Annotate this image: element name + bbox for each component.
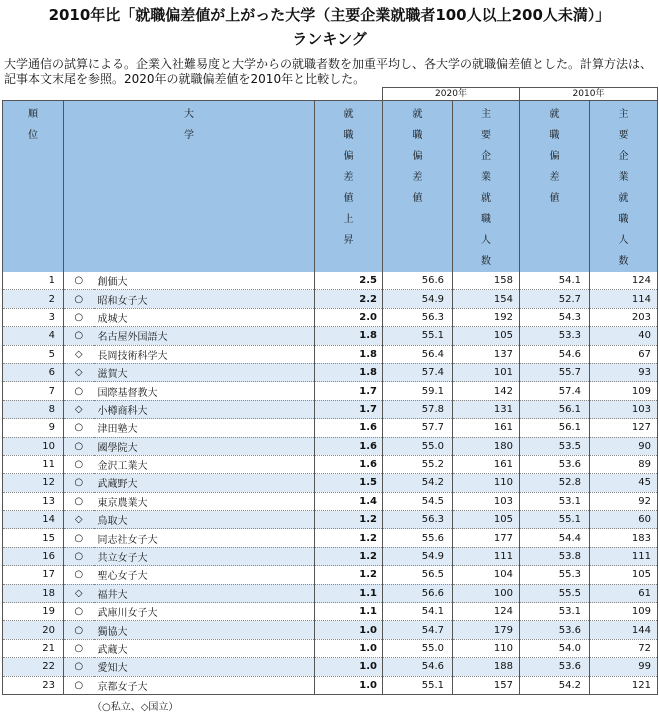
header-char: 値: [549, 193, 560, 204]
deviation-2010-value: 52.8: [520, 474, 590, 492]
type-cell: ○: [64, 547, 94, 565]
table-row: [3, 492, 658, 510]
rank-header: [3, 101, 64, 273]
employees-2020-header: [453, 101, 520, 273]
employees-2010-value: 67: [590, 345, 658, 363]
rise-value: 1.2: [315, 511, 383, 529]
employees-2010-value: 92: [590, 492, 658, 510]
type-cell: ○: [64, 621, 94, 639]
university-name: 福井大: [94, 584, 315, 602]
employees-2020-value: 137: [453, 345, 520, 363]
rank-cell: 12: [3, 474, 64, 492]
university-name: 国際基督教大: [94, 382, 315, 400]
deviation-2020-header: [383, 101, 453, 273]
rise-value: 2.5: [315, 272, 383, 290]
rank-cell: 8: [3, 400, 64, 418]
type-cell: ○: [64, 437, 94, 455]
university-name: 共立女子大: [94, 547, 315, 565]
employees-2020-value: 192: [453, 308, 520, 326]
deviation-2020-value: 55.1: [383, 327, 453, 345]
header-char: 差: [412, 172, 423, 183]
university-name: 武蔵大: [94, 639, 315, 657]
table-row: [3, 639, 658, 657]
university-name: 武庫川女子大: [94, 603, 315, 621]
employees-2010-value: 183: [590, 529, 658, 547]
table-row: [3, 676, 658, 694]
deviation-2010-value: 53.5: [520, 437, 590, 455]
rise-value: 1.0: [315, 676, 383, 694]
university-name: 長岡技術科学大: [94, 345, 315, 363]
deviation-2020-value: 55.6: [383, 529, 453, 547]
rank-cell: 10: [3, 437, 64, 455]
table-row: [3, 308, 658, 326]
university-header: [64, 101, 315, 273]
type-cell: ◇: [64, 345, 94, 363]
type-cell: ○: [64, 290, 94, 308]
table-row: [3, 621, 658, 639]
type-cell: ◇: [64, 584, 94, 602]
deviation-2020-value: 56.3: [383, 308, 453, 326]
university-name: 東京農業大: [94, 492, 315, 510]
deviation-2020-value: 54.1: [383, 603, 453, 621]
header-char: 職: [481, 214, 491, 225]
header-char: 業: [618, 172, 629, 183]
employees-2010-value: 105: [590, 566, 658, 584]
university-name: 名古屋外国語大: [94, 327, 315, 345]
employees-2010-value: 99: [590, 658, 658, 676]
deviation-2020-value: 54.6: [383, 658, 453, 676]
rise-value: 1.0: [315, 658, 383, 676]
rise-value: 1.7: [315, 382, 383, 400]
employees-2010-value: 203: [590, 308, 658, 326]
employees-2020-value: 142: [453, 382, 520, 400]
employees-2020-value: 100: [453, 584, 520, 602]
table-row: [3, 272, 658, 290]
employees-2020-value: 188: [453, 658, 520, 676]
rank-cell: 3: [3, 308, 64, 326]
employees-2010-header: [590, 101, 658, 273]
deviation-2020-value: 55.0: [383, 639, 453, 657]
rise-value: 1.0: [315, 621, 383, 639]
ranking-table: [2, 87, 658, 695]
deviation-2020-value: 57.4: [383, 363, 453, 381]
table-row: [3, 419, 658, 437]
university-name: 創価大: [94, 272, 315, 290]
deviation-2020-value: 56.6: [383, 272, 453, 290]
deviation-2020-value: 57.7: [383, 419, 453, 437]
header-char: 数: [618, 256, 629, 267]
rank-cell: 11: [3, 455, 64, 473]
header-char: 就: [481, 193, 491, 204]
employees-2010-value: 103: [590, 400, 658, 418]
deviation-2010-value: 54.0: [520, 639, 590, 657]
deviation-2020-value: 59.1: [383, 382, 453, 400]
deviation-2020-value: 55.0: [383, 437, 453, 455]
rank-cell: 7: [3, 382, 64, 400]
type-cell: ○: [64, 658, 94, 676]
type-cell: ○: [64, 272, 94, 290]
title-line-1: 2010年比「就職偏差値が上がった大学（主要企業就職者100人以上200人未満）」: [48, 6, 611, 24]
rise-value: 1.7: [315, 400, 383, 418]
rise-value: 1.5: [315, 474, 383, 492]
table-row: [3, 363, 658, 381]
deviation-2020-value: 57.8: [383, 400, 453, 418]
type-cell: ○: [64, 492, 94, 510]
employees-2020-value: 177: [453, 529, 520, 547]
employees-2010-value: 93: [590, 363, 658, 381]
rise-value: 2.0: [315, 308, 383, 326]
header-char: 職: [343, 130, 354, 141]
header-char: 業: [481, 172, 491, 183]
employees-2020-value: 154: [453, 290, 520, 308]
table-body: [3, 272, 658, 694]
rank-cell: 19: [3, 603, 64, 621]
deviation-2010-value: 54.2: [520, 676, 590, 694]
deviation-2020-value: 55.2: [383, 455, 453, 473]
employees-2020-value: 157: [453, 676, 520, 694]
deviation-2020-value: 56.3: [383, 511, 453, 529]
employees-2020-value: 111: [453, 547, 520, 565]
university-name: 同志社女子大: [94, 529, 315, 547]
rank-cell: 5: [3, 345, 64, 363]
rise-value: 1.0: [315, 639, 383, 657]
deviation-2020-value: 56.6: [383, 584, 453, 602]
year-2020-header: 2020年: [383, 88, 520, 101]
rank-cell: 21: [3, 639, 64, 657]
deviation-2010-value: 56.1: [520, 419, 590, 437]
legend-note: （○私立、◇国立）: [92, 701, 179, 713]
title-line-2: ランキング: [292, 30, 367, 48]
deviation-2010-value: 53.1: [520, 603, 590, 621]
header-char: 企: [618, 151, 629, 162]
employees-2010-value: 109: [590, 603, 658, 621]
table-row: [3, 290, 658, 308]
employees-2020-value: 103: [453, 492, 520, 510]
table-row: [3, 658, 658, 676]
employees-2020-value: 161: [453, 455, 520, 473]
header-char: 就: [343, 109, 354, 120]
employees-2020-value: 131: [453, 400, 520, 418]
header-char: 偏: [343, 151, 354, 162]
employees-2020-value: 179: [453, 621, 520, 639]
deviation-2010-value: 55.1: [520, 511, 590, 529]
employees-2010-value: 124: [590, 272, 658, 290]
header-char: 値: [412, 193, 423, 204]
rank-cell: 23: [3, 676, 64, 694]
header-char: 職: [549, 130, 560, 141]
employees-2020-value: 158: [453, 272, 520, 290]
rise-value: 1.2: [315, 566, 383, 584]
deviation-2010-value: 54.6: [520, 345, 590, 363]
deviation-2010-value: 53.1: [520, 492, 590, 510]
university-name: 國學院大: [94, 437, 315, 455]
rank-cell: 18: [3, 584, 64, 602]
employees-2010-value: 111: [590, 547, 658, 565]
header-char: 人: [481, 235, 491, 246]
type-cell: ○: [64, 676, 94, 694]
employees-2020-value: 180: [453, 437, 520, 455]
type-cell: ◇: [64, 363, 94, 381]
deviation-2010-value: 53.6: [520, 455, 590, 473]
type-cell: ◇: [64, 511, 94, 529]
employees-2020-value: 105: [453, 511, 520, 529]
table-row: [3, 382, 658, 400]
rise-value: 2.2: [315, 290, 383, 308]
employees-2010-value: 61: [590, 584, 658, 602]
header-char: 人: [618, 235, 629, 246]
university-name: 鳥取大: [94, 511, 315, 529]
type-cell: ○: [64, 327, 94, 345]
rise-value: 1.1: [315, 603, 383, 621]
type-cell: ○: [64, 474, 94, 492]
deviation-2010-value: 53.3: [520, 327, 590, 345]
university-name: 聖心女子大: [94, 566, 315, 584]
university-name: 金沢工業大: [94, 455, 315, 473]
rise-value: 1.2: [315, 529, 383, 547]
page-title: [0, 0, 659, 49]
header-char: 上: [343, 214, 354, 225]
rise-value: 1.6: [315, 419, 383, 437]
employees-2020-value: 104: [453, 566, 520, 584]
header-char: 就: [412, 109, 423, 120]
header-char: 企: [481, 151, 491, 162]
university-name: 京都女子大: [94, 676, 315, 694]
employees-2010-value: 90: [590, 437, 658, 455]
university-name: 滋賀大: [94, 363, 315, 381]
table-row: [3, 603, 658, 621]
header-char: 就: [549, 109, 560, 120]
header-char: 偏: [549, 151, 560, 162]
header-char: 職: [412, 130, 423, 141]
header-char: 位: [28, 130, 38, 141]
deviation-2020-value: 56.5: [383, 566, 453, 584]
employees-2010-value: 45: [590, 474, 658, 492]
employees-2020-value: 110: [453, 474, 520, 492]
header-char: 主: [618, 109, 629, 120]
rise-value: 1.8: [315, 345, 383, 363]
header-char: 大: [184, 109, 194, 120]
rank-cell: 4: [3, 327, 64, 345]
table-row: [3, 566, 658, 584]
year-row-spacer: [3, 88, 383, 101]
rank-cell: 2: [3, 290, 64, 308]
deviation-2010-value: 55.7: [520, 363, 590, 381]
university-name: 津田塾大: [94, 419, 315, 437]
deviation-2010-value: 55.3: [520, 566, 590, 584]
employees-2010-value: 127: [590, 419, 658, 437]
employees-2010-value: 40: [590, 327, 658, 345]
employees-2010-value: 144: [590, 621, 658, 639]
type-cell: ○: [64, 308, 94, 326]
rank-cell: 14: [3, 511, 64, 529]
table-row: [3, 511, 658, 529]
table-row: [3, 474, 658, 492]
rise-value: 1.8: [315, 327, 383, 345]
rank-cell: 1: [3, 272, 64, 290]
header-char: 学: [184, 130, 194, 141]
rank-cell: 17: [3, 566, 64, 584]
employees-2010-value: 109: [590, 382, 658, 400]
table-row: [3, 345, 658, 363]
university-name: 小樽商科大: [94, 400, 315, 418]
rise-value: 1.4: [315, 492, 383, 510]
rise-header: [315, 101, 383, 273]
table-row: [3, 327, 658, 345]
rise-value: 1.6: [315, 437, 383, 455]
employees-2010-value: 72: [590, 639, 658, 657]
rise-value: 1.8: [315, 363, 383, 381]
header-char: 値: [343, 193, 354, 204]
deviation-2010-value: 56.1: [520, 400, 590, 418]
header-char: 差: [549, 172, 560, 183]
table-row: [3, 437, 658, 455]
type-cell: ◇: [64, 400, 94, 418]
university-name: 昭和女子大: [94, 290, 315, 308]
employees-2010-value: 121: [590, 676, 658, 694]
rank-cell: 6: [3, 363, 64, 381]
header-char: 要: [618, 130, 629, 141]
employees-2020-value: 124: [453, 603, 520, 621]
deviation-2010-value: 54.3: [520, 308, 590, 326]
type-cell: ○: [64, 566, 94, 584]
header-char: 要: [481, 130, 491, 141]
deviation-2010-value: 53.6: [520, 658, 590, 676]
deviation-2020-value: 55.1: [383, 676, 453, 694]
header-char: 主: [481, 109, 491, 120]
deviation-2010-header: [520, 101, 590, 273]
type-cell: ○: [64, 382, 94, 400]
deviation-2020-value: 54.7: [383, 621, 453, 639]
employees-2020-value: 101: [453, 363, 520, 381]
header-char: 就: [618, 193, 629, 204]
deviation-2010-value: 54.1: [520, 272, 590, 290]
employees-2020-value: 161: [453, 419, 520, 437]
header-char: 差: [343, 172, 354, 183]
table-row: [3, 529, 658, 547]
deviation-2020-value: 54.5: [383, 492, 453, 510]
header-char: 数: [481, 256, 491, 267]
deviation-2010-value: 53.6: [520, 621, 590, 639]
deviation-2020-value: 54.9: [383, 290, 453, 308]
deviation-2010-value: 54.4: [520, 529, 590, 547]
header-char: 偏: [412, 151, 423, 162]
table-row: [3, 400, 658, 418]
deviation-2020-value: 54.2: [383, 474, 453, 492]
type-cell: ○: [64, 639, 94, 657]
employees-2010-value: 89: [590, 455, 658, 473]
header-char: 順: [28, 109, 38, 120]
rank-cell: 20: [3, 621, 64, 639]
deviation-2020-value: 54.9: [383, 547, 453, 565]
employees-2010-value: 60: [590, 511, 658, 529]
rise-value: 1.2: [315, 547, 383, 565]
year-2010-header: 2010年: [520, 88, 658, 101]
employees-2020-value: 110: [453, 639, 520, 657]
employees-2010-value: 114: [590, 290, 658, 308]
rank-cell: 16: [3, 547, 64, 565]
rank-cell: 22: [3, 658, 64, 676]
university-name: 武蔵野大: [94, 474, 315, 492]
deviation-2010-value: 55.5: [520, 584, 590, 602]
table-row: [3, 547, 658, 565]
type-cell: ○: [64, 529, 94, 547]
university-name: 獨協大: [94, 621, 315, 639]
university-name: 愛知大: [94, 658, 315, 676]
rank-cell: 15: [3, 529, 64, 547]
header-char: 職: [618, 214, 629, 225]
table-row: [3, 584, 658, 602]
employees-2020-value: 105: [453, 327, 520, 345]
type-cell: ○: [64, 603, 94, 621]
deviation-2010-value: 52.7: [520, 290, 590, 308]
table-row: [3, 455, 658, 473]
deviation-2020-value: 56.4: [383, 345, 453, 363]
type-cell: ○: [64, 455, 94, 473]
deviation-2010-value: 57.4: [520, 382, 590, 400]
rank-cell: 13: [3, 492, 64, 510]
rank-cell: 9: [3, 419, 64, 437]
description: 大学通信の試算による。企業入社難易度と大学からの就職者数を加重平均し、各大学の就職偏差値とした。計算方法は、記事本文末尾を参照。2020年の就職偏差値を2010年と比較した。: [4, 57, 653, 86]
rise-value: 1.6: [315, 455, 383, 473]
type-cell: ○: [64, 419, 94, 437]
university-name: 成城大: [94, 308, 315, 326]
header-char: 昇: [343, 235, 354, 246]
deviation-2010-value: 53.8: [520, 547, 590, 565]
rise-value: 1.1: [315, 584, 383, 602]
